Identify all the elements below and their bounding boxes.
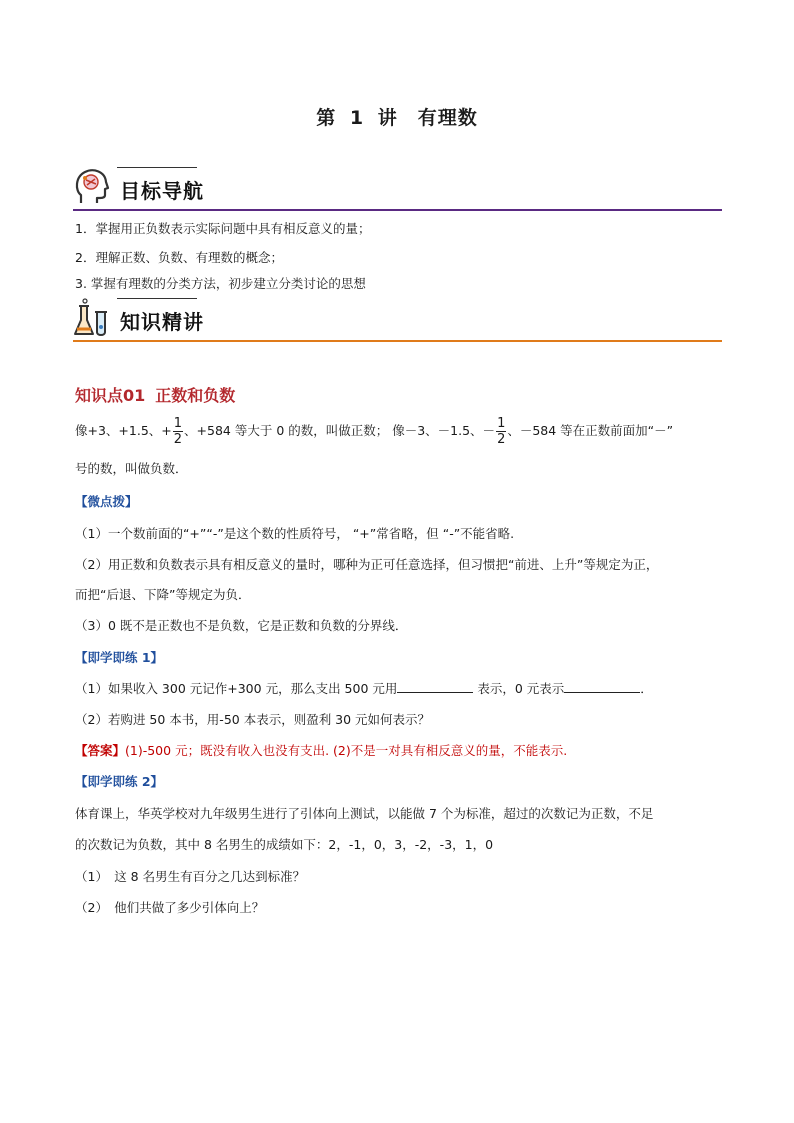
- fraction-denominator: 2: [497, 432, 506, 447]
- tips-heading: 【微点拨】: [75, 494, 138, 509]
- tip-item: （3）0 既不是正数也不是负数，它是正数和负数的分界线．: [75, 618, 408, 633]
- answer-blank[interactable]: [397, 681, 473, 693]
- exercise-1-answer: [75, 742, 567, 760]
- exercise-2-paragraph-line-1: 体育课上，华英学校对九年级男生进行了引体向上测试，以能做 7 个为标准，超过的次数记为正数，不足: [75, 806, 654, 821]
- exercise-1-question-2: （2）若购进 50 本书，用-50 本表示，则盈利 30 元如何表示？: [75, 712, 431, 727]
- answer-blank[interactable]: [564, 681, 640, 693]
- header-bottom-rule: [73, 340, 722, 342]
- fraction-one-half: [173, 416, 183, 447]
- exercise-2-question-2: （2） 他们共做了多少引体向上？: [75, 900, 265, 915]
- exercise-1-heading: 【即学即练 1】: [75, 650, 164, 665]
- tip-item: （1）一个数前面的“+”“-”是这个数的性质符号， “+”常省略，但 “-”不能省略.: [75, 526, 515, 541]
- header-top-rule: [117, 298, 197, 299]
- text-run: 、－584 等在正数前面加“－”: [507, 423, 674, 438]
- text-run: （1）如果收入 300 元记作+300 元，那么支出 500 元用: [75, 681, 398, 696]
- text-run: 表示，0 元表示: [473, 681, 565, 696]
- answer-text: (1)-500 元；既没有收入也没有支出. (2)不是一对具有相反意义的量，不能表示.: [125, 743, 568, 758]
- definition-paragraph-line-1: [75, 416, 673, 447]
- text-run: 像+3、+1.5、+: [75, 423, 172, 438]
- header-top-rule: [117, 167, 197, 168]
- exercise-2-heading: 【即学即练 2】: [75, 774, 164, 789]
- definition-paragraph-line-2: 号的数，叫做负数．: [75, 461, 188, 476]
- knowledge-section-label: 知识精讲: [120, 310, 204, 334]
- page-title: 第 1 讲 有理数: [316, 107, 478, 129]
- fraction-one-half: [496, 416, 506, 447]
- header-bottom-rule: [73, 209, 722, 211]
- tip-item: （2）用正数和负数表示具有相反意义的量时，哪种为正可任意选择，但习惯把“前进、上升”等规定为正，: [75, 557, 659, 572]
- exercise-2-paragraph-line-2: 的次数记为负数，其中 8 名男生的成绩如下：2，-1，0，3，-2，-3，1，0: [75, 837, 494, 852]
- text-run: ．: [640, 681, 653, 696]
- fraction-denominator: 2: [173, 432, 183, 447]
- knowledge-point-title: [75, 383, 235, 406]
- knowledge-point-number: 知识点01: [75, 386, 146, 405]
- text-run: 、+584 等大于 0 的数，叫做正数； 像－3、－1.5、－: [184, 423, 496, 438]
- exercise-1-question-1: [75, 680, 653, 698]
- fraction-numerator: 1: [497, 416, 506, 431]
- goal-item: 3. 掌握有理数的分类方法，初步建立分类讨论的思想: [75, 276, 366, 291]
- goals-section-header: [73, 165, 722, 215]
- goal-item: 1．掌握用正负数表示实际问题中具有相反意义的量；: [75, 221, 371, 236]
- fraction-numerator: 1: [173, 416, 183, 431]
- tip-item-continued: 而把“后退、下降”等规定为负．: [75, 587, 251, 602]
- goal-item: 2．理解正数、负数、有理数的概念；: [75, 250, 283, 265]
- brain-head-icon: [73, 167, 111, 207]
- goals-section-label: 目标导航: [120, 179, 204, 203]
- answer-label: 【答案】: [75, 743, 126, 758]
- exercise-2-question-1: （1） 这 8 名男生有百分之几达到标准？: [75, 869, 306, 884]
- knowledge-section-header: [73, 296, 722, 346]
- knowledge-point-name: 正数和负数: [155, 386, 236, 405]
- lab-flask-icon: [73, 298, 111, 338]
